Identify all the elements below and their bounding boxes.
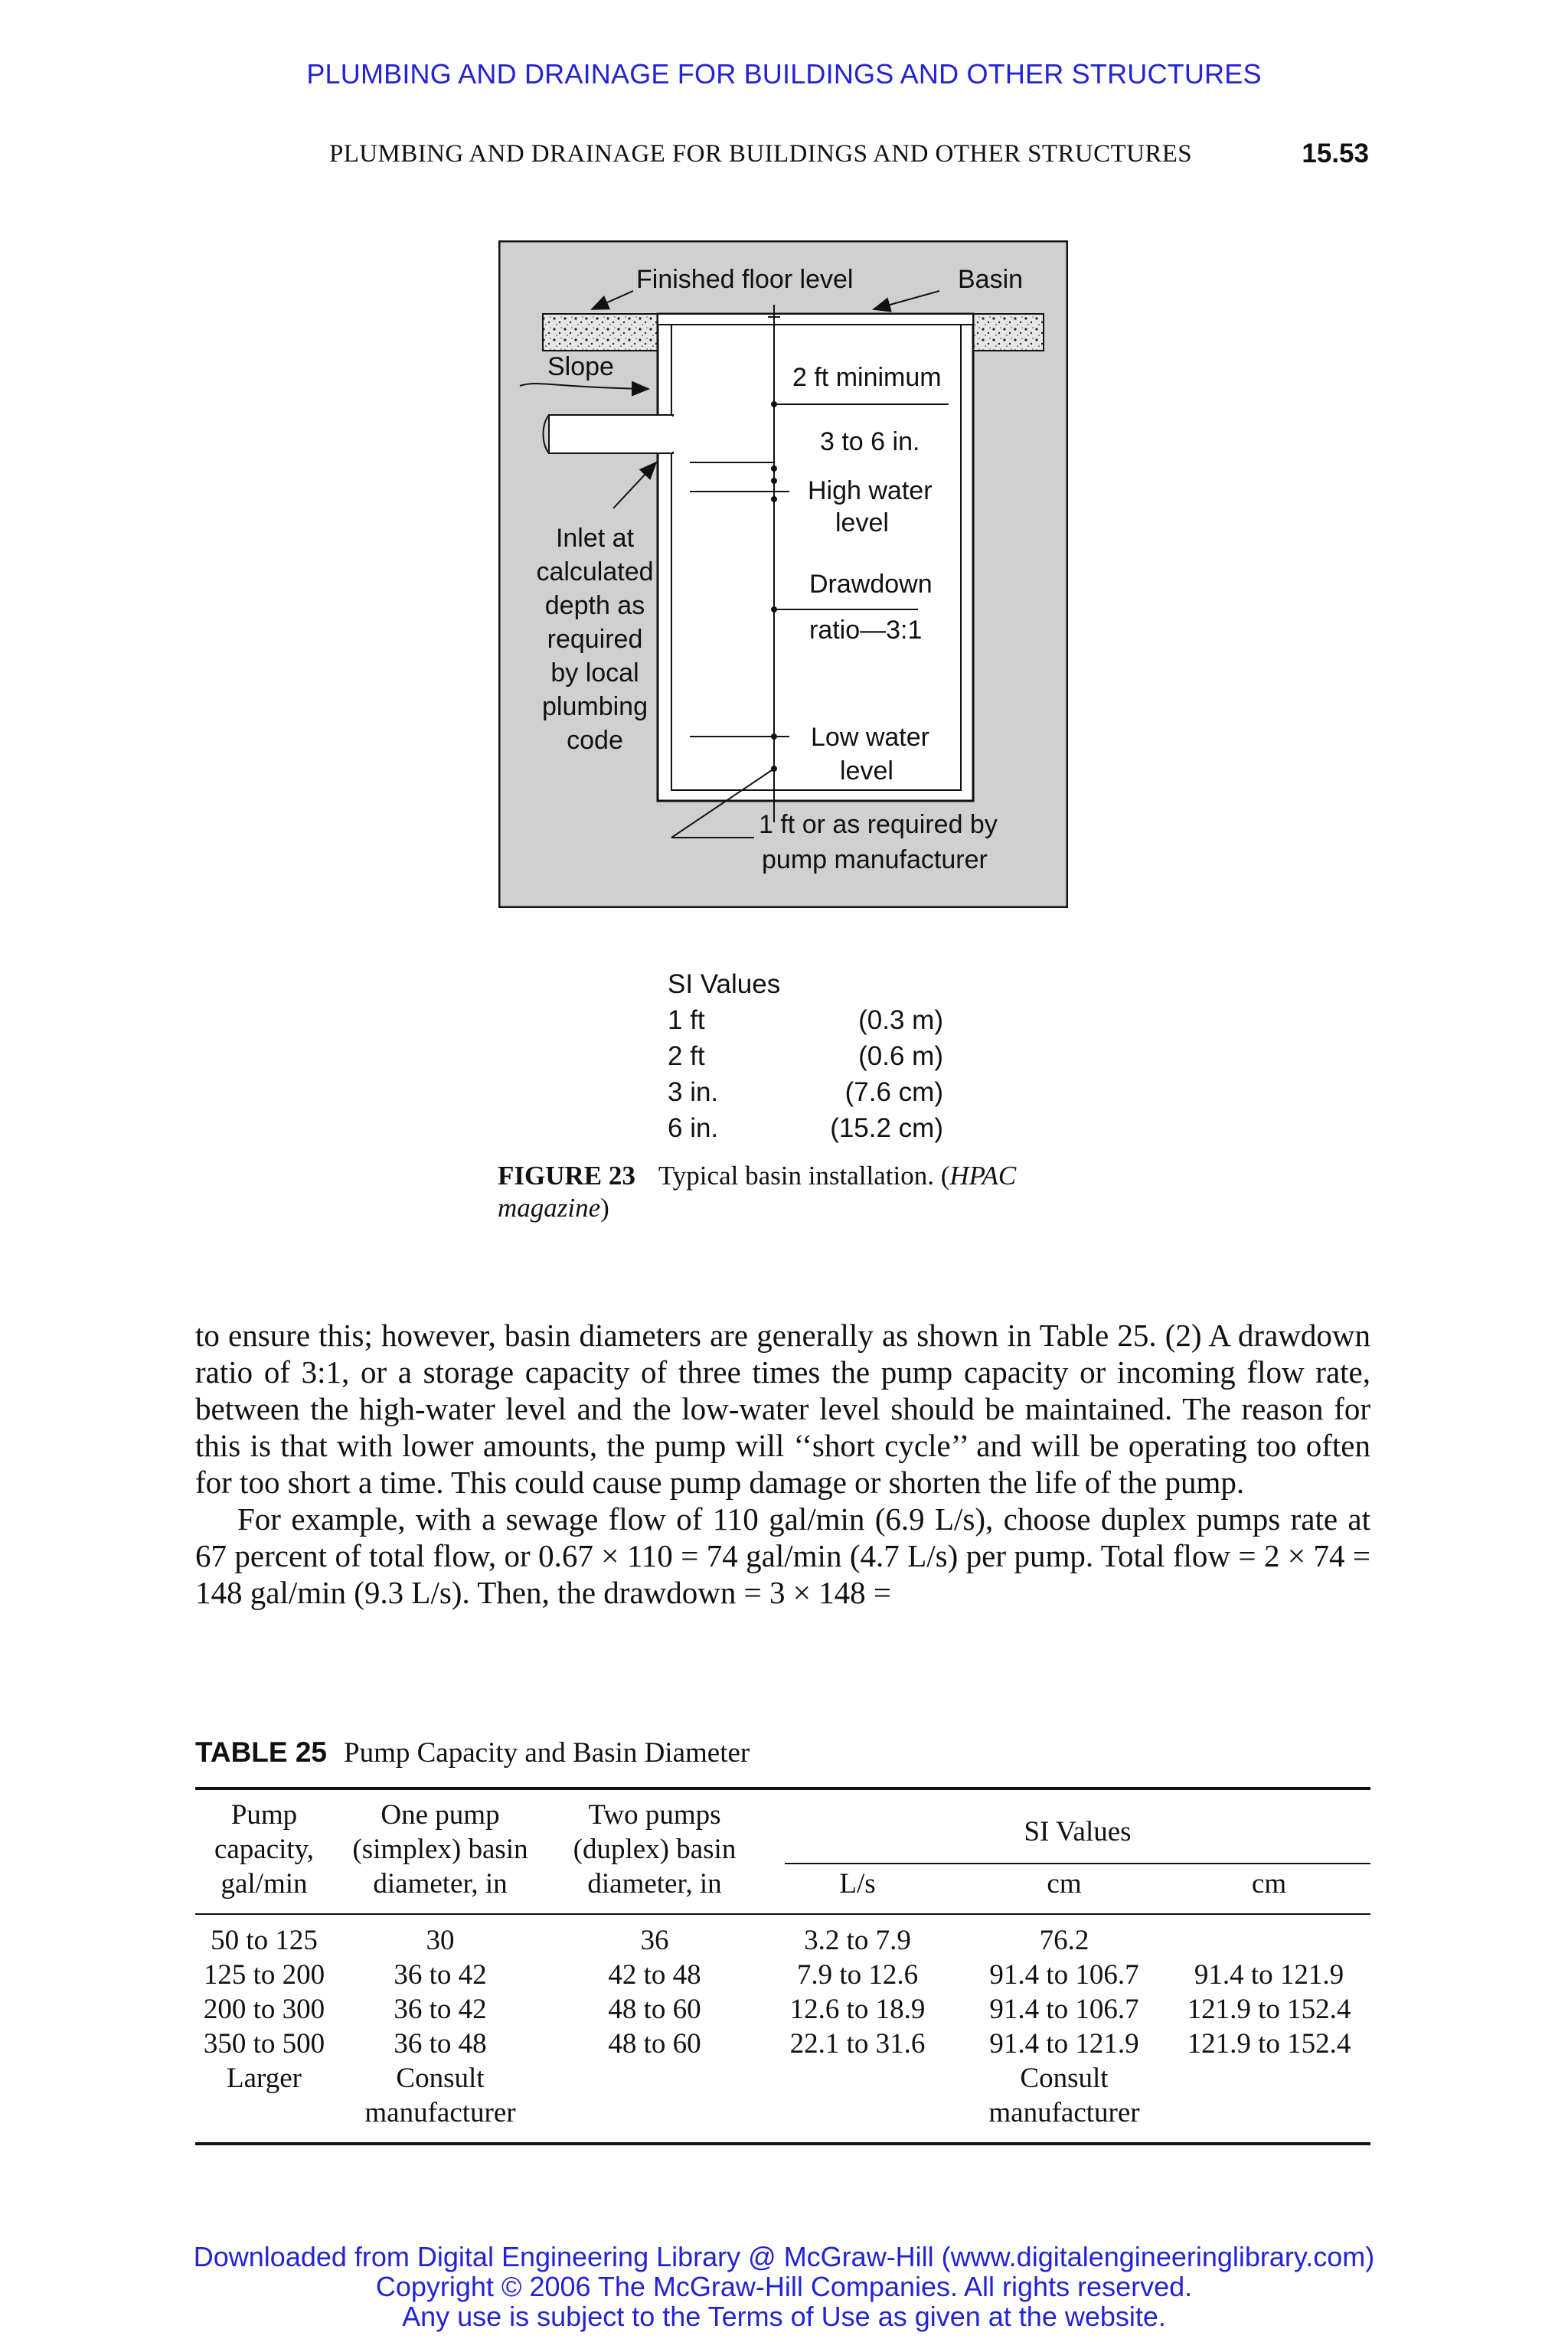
si-unit: 1 ft [668, 1005, 705, 1035]
table-title [195, 1736, 750, 1769]
cell-si-ls: 22.1 to 31.6 [789, 2028, 926, 2060]
cell-simplex: manufacturer [364, 2097, 516, 2128]
figure-caption-text: Typical basin installation. ( [658, 1161, 950, 1191]
si-row [668, 1002, 943, 1038]
header-line: gal/min [220, 1868, 308, 1900]
pump-capacity-table [195, 1787, 1370, 2147]
label-basin: Basin [958, 265, 1024, 294]
header-line: Two pumps [588, 1799, 721, 1831]
cell-si-cm-simplex: 91.4 to 121.9 [989, 2028, 1139, 2060]
download-footer [0, 2242, 1568, 2331]
cell-si-ls: 7.9 to 12.6 [796, 1959, 919, 1991]
header-line: (duplex) basin [573, 1834, 737, 1865]
cell-simplex: 30 [426, 1925, 455, 1956]
cell-si-ls: 3.2 to 7.9 [804, 1925, 911, 1956]
label-inlet-line: plumbing [542, 692, 648, 721]
si-value: (0.3 m) [858, 1005, 943, 1035]
table-bottom-rule [195, 2142, 1370, 2145]
header-si-values: SI Values [1024, 1816, 1132, 1847]
body-paragraph: to ensure this; however, basin diameters are generally as shown in Table 25. (2) A drawdown ratio of 3:1, or a storage capacity of three times the pump capacity or incoming flow rate, between the high-water level and the low-water level should be maintained. The reason for this is that with lower amounts, the pump will ‘‘short cycle’’ and will be operating too often for too short a time. This could cause pump damage or shorten the life of the pump. [195, 1318, 1370, 1500]
label-drawdown-1: Drawdown [809, 570, 933, 599]
si-unit: 3 in. [668, 1077, 719, 1107]
header-line: One pump [381, 1799, 500, 1831]
label-high-water-2: level [835, 508, 889, 537]
si-row [668, 1074, 943, 1110]
header-line: (simplex) basin [352, 1834, 528, 1865]
cell-si-cm-simplex: 91.4 to 106.7 [989, 1994, 1139, 2025]
footer-copyright: Copyright © 2006 The McGraw-Hill Companies. All rights reserved. [375, 2271, 1193, 2302]
label-high-water-1: High water [808, 476, 933, 505]
table-top-rule [195, 1787, 1370, 1790]
cell-si-cm-simplex: Consult [1020, 2063, 1109, 2094]
label-inlet-line: depth as [544, 591, 645, 620]
cell-si-cm-duplex: 121.9 to 152.4 [1187, 1994, 1351, 2025]
cell-si-cm-simplex: manufacturer [988, 2097, 1140, 2128]
label-two-ft-minimum: 2 ft minimum [792, 363, 942, 392]
label-inlet-line: code [567, 726, 623, 755]
figure-caption-close: ) [600, 1193, 609, 1223]
label-inlet-line: required [547, 625, 643, 654]
label-slope: Slope [547, 352, 614, 381]
si-values-title: SI Values [668, 969, 781, 999]
si-values-legend [668, 966, 943, 1146]
label-finished-floor: Finished floor level [636, 265, 854, 294]
si-group-rule [785, 1863, 1370, 1864]
cell-simplex: Consult [396, 2063, 485, 2094]
label-low-water-2: level [840, 756, 893, 786]
label-inlet-line: calculated [536, 557, 654, 586]
label-low-water-1: Low water [811, 723, 929, 752]
si-value: (7.6 cm) [844, 1077, 943, 1107]
cell-duplex: 36 [640, 1925, 669, 1956]
label-bottom-2: pump manufacturer [762, 845, 988, 874]
basin-cover [658, 314, 973, 325]
cell-si-cm-duplex: 121.9 to 152.4 [1187, 2028, 1351, 2060]
header-duplex-diameter [547, 1798, 762, 1901]
running-head: PLUMBING AND DRAINAGE FOR BUILDINGS AND OTHER STRUCTURES [329, 140, 1193, 168]
cell-pump-capacity: 200 to 300 [203, 1994, 325, 2025]
header-pump-capacity [195, 1798, 333, 1901]
label-bottom-1: 1 ft or as required by [759, 810, 998, 839]
header-line: diameter, in [373, 1868, 508, 1900]
cell-duplex: 48 to 60 [608, 2028, 701, 2060]
si-row [668, 1110, 943, 1146]
si-unit: 6 in. [668, 1113, 719, 1143]
si-value: (0.6 m) [858, 1041, 943, 1071]
basin-diagram-svg [498, 240, 1068, 908]
header-line: capacity, [214, 1834, 315, 1865]
label-inlet-line: by local [550, 658, 639, 688]
header-si-cm-simplex: cm [1047, 1868, 1082, 1900]
page-number: 15.53 [1302, 139, 1369, 168]
cell-duplex: 42 to 48 [608, 1959, 701, 1991]
cell-duplex: 48 to 60 [608, 1994, 701, 2025]
body-paragraph: For example, with a sewage flow of 110 gal/min (6.9 L/s), choose duplex pumps rate at 67 percent of total flow, or 0.67 × 110 = 74 gal/min (4.7 L/s) per pump. Total flow = 2 × 74 = 148 gal/min (9.3 L/s). Then, the drawdown = 3 × 148 = [195, 1501, 1370, 1610]
inlet-pipe [549, 415, 673, 453]
download-banner-title: PLUMBING AND DRAINAGE FOR BUILDINGS AND OTHER STRUCTURES [306, 58, 1262, 90]
label-drawdown-2: ratio—3:1 [809, 616, 923, 645]
label-inlet-line: Inlet at [555, 524, 635, 553]
figure-caption-source: HPAC magazine [498, 1161, 1017, 1223]
header-si-ls: L/s [839, 1868, 876, 1900]
cell-pump-capacity: 350 to 500 [203, 2028, 325, 2060]
si-unit: 2 ft [668, 1041, 705, 1071]
cell-si-cm-simplex: 91.4 to 106.7 [989, 1959, 1139, 1991]
cell-pump-capacity: 50 to 125 [211, 1925, 318, 1956]
table-caption: Pump Capacity and Basin Diameter [344, 1737, 750, 1769]
header-line: Pump [230, 1799, 298, 1831]
floor-slab-left [543, 314, 658, 351]
table-number: TABLE 25 [195, 1736, 328, 1768]
cell-pump-capacity: Larger [227, 2063, 302, 2094]
label-three-to-six: 3 to 6 in. [820, 427, 920, 456]
cell-si-cm-simplex: 76.2 [1039, 1925, 1089, 1956]
header-bottom-rule [195, 1913, 1370, 1915]
si-value: (15.2 cm) [830, 1113, 943, 1143]
cell-simplex: 36 to 48 [394, 2028, 487, 2060]
cell-si-ls: 12.6 to 18.9 [789, 1994, 926, 2025]
footer-terms: Any use is subject to the Terms of Use as given at the website. [402, 2301, 1166, 2332]
cell-si-cm-duplex: 91.4 to 121.9 [1194, 1959, 1344, 1991]
si-row [668, 1038, 943, 1074]
floor-slab-right [973, 314, 1044, 351]
body-text [195, 1317, 1370, 1611]
cell-simplex: 36 to 42 [394, 1994, 487, 2025]
footer-download-link[interactable]: Downloaded from Digital Engineering Library @ McGraw-Hill (www.digitalengineeringlibrary.com) [193, 2241, 1375, 2272]
cell-simplex: 36 to 42 [394, 1959, 487, 1991]
header-line: diameter, in [587, 1868, 722, 1900]
figure-number: FIGURE 23 [498, 1161, 635, 1191]
figure-caption [498, 1160, 1080, 1224]
basin-interior [671, 323, 961, 790]
header-simplex-diameter [333, 1798, 547, 1901]
header-si-cm-duplex: cm [1251, 1868, 1287, 1900]
cell-pump-capacity: 125 to 200 [203, 1959, 325, 1991]
basin-diagram [498, 240, 1068, 908]
